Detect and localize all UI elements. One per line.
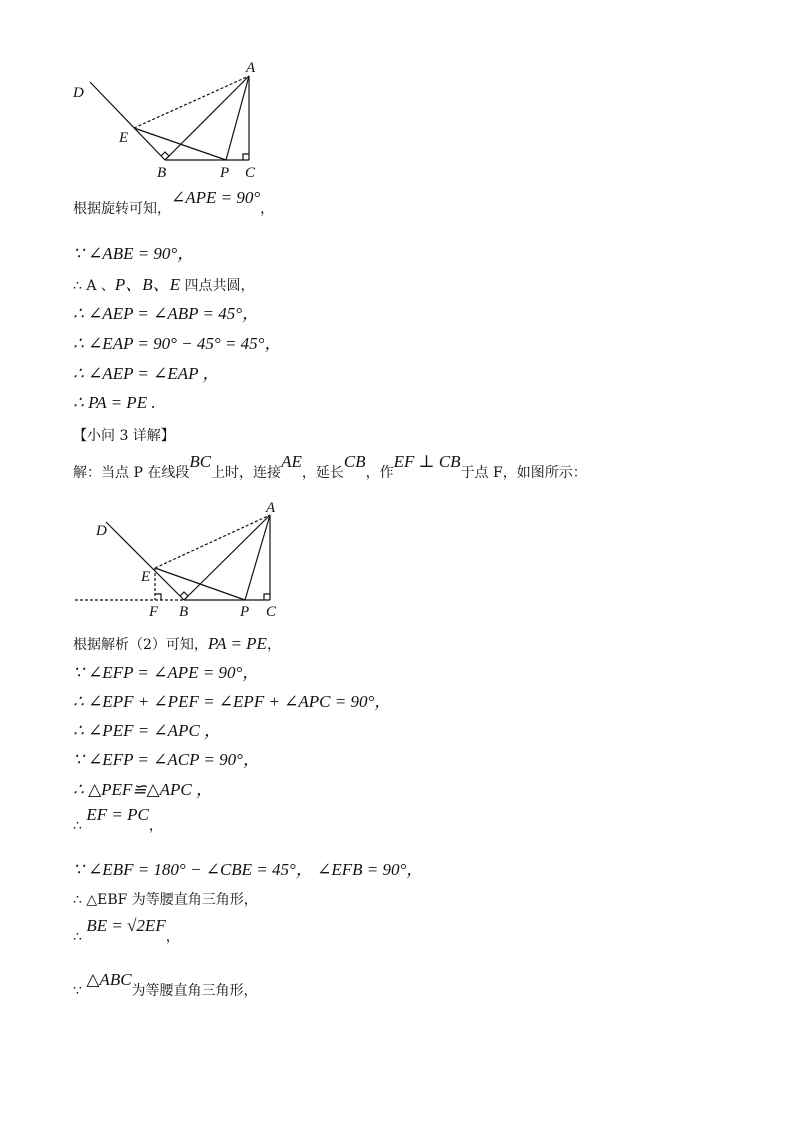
fig2-label-f: F — [149, 604, 159, 620]
part3-line-11: ∵ △ABC为等腰直角三角形， — [73, 970, 258, 999]
part3-intro: 解：当点 P 在线段BC上时，连接AE，延长CB，作EF ⊥ CB于点 F，如图所示： — [73, 452, 587, 481]
fig2-label-p: P — [240, 604, 250, 620]
part3-line-8: ∵ ∠EBF = 180° − ∠CBE = 45°， ∠EFB = 90°， — [73, 860, 424, 879]
part3-line-7: ∴ EF = PC， — [73, 805, 163, 834]
fig2-label-e: E — [141, 569, 151, 585]
fig2-label-a: A — [266, 500, 276, 516]
part3-line-5: ∵ ∠EFP = ∠ACP = 90°， — [73, 750, 260, 769]
fig1-label-a: A — [246, 60, 256, 76]
part3-line-2: ∵ ∠EFP = ∠APE = 90°， — [73, 663, 260, 682]
fig2-label-d: D — [96, 523, 107, 539]
angle-ape-expr: ∠APE = 90° — [171, 188, 261, 207]
part2-line-5: ∴ ∠EAP = 90° − 45° = 45°， — [73, 334, 282, 353]
fig1-label-b: B — [157, 165, 167, 181]
fig1-label-p: P — [220, 165, 230, 181]
fig2-label-b: B — [179, 604, 189, 620]
part2-line-1: 根据旋转可知，∠APE = 90°， — [73, 188, 275, 217]
section-heading: 【小问 3 详解】 — [73, 428, 175, 444]
fig1-label-e: E — [119, 130, 129, 146]
fig2-label-c: C — [266, 604, 277, 620]
part2-line-4: ∴ ∠AEP = ∠ABP = 45°， — [73, 304, 259, 323]
part3-line-3: ∴ ∠EPF + ∠PEF = ∠EPF + ∠APC = 90°， — [73, 692, 392, 711]
part2-line-6: ∴ ∠AEP = ∠EAP ， — [73, 364, 220, 383]
fig1-label-d: D — [73, 85, 84, 101]
part3-line-10: ∴ BE = √2EF， — [73, 916, 180, 945]
part3-line-6: ∴ △PEF≌△APC ， — [73, 780, 213, 799]
part3-line-9: ∴ △EBF 为等腰直角三角形， — [73, 892, 258, 908]
fig1-label-c: C — [245, 165, 256, 181]
part3-line-1: 根据解析（2）可知，PA = PE， — [73, 634, 281, 653]
part2-line-2: ∵ ∠ABE = 90°， — [73, 244, 195, 263]
part2-line-3: ∴ A 、P、B、E 四点共圆， — [73, 275, 255, 294]
part2-line-7: ∴ PA = PE . — [73, 393, 156, 412]
part3-line-4: ∴ ∠PEF = ∠APC ， — [73, 721, 222, 740]
